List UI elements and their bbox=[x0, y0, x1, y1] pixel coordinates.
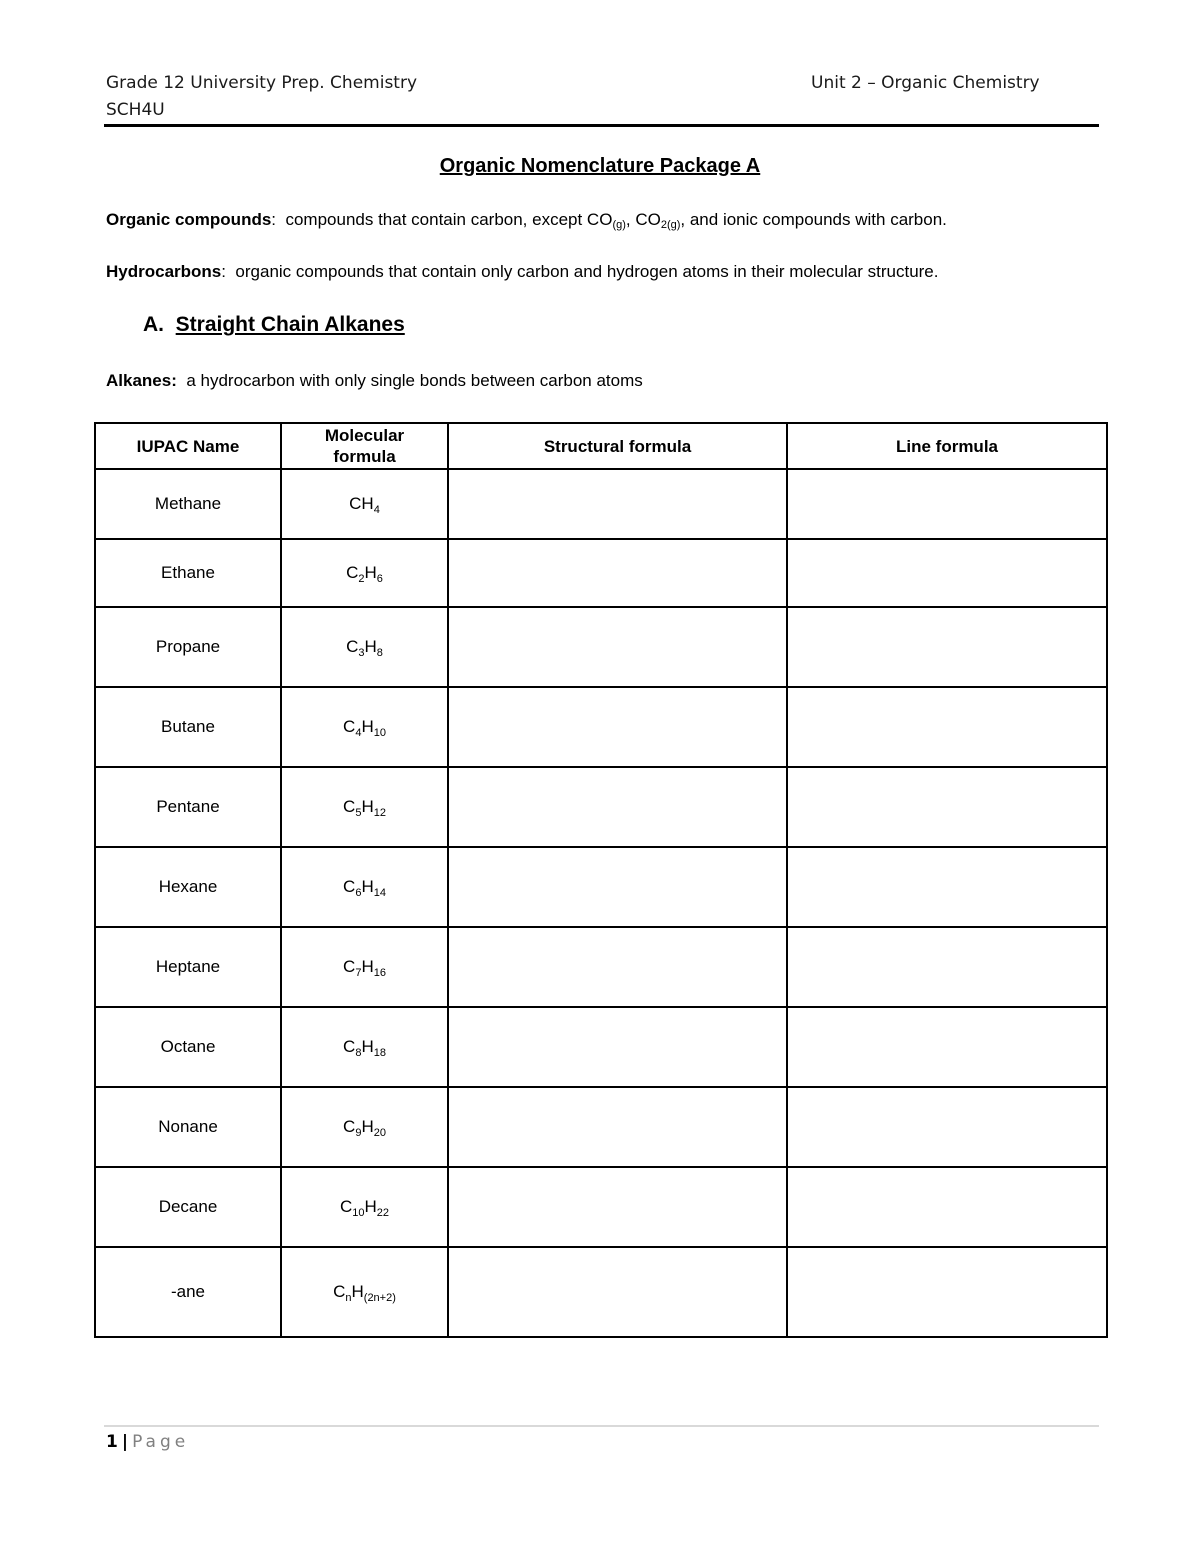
organic-term: Organic compounds bbox=[106, 210, 272, 229]
cell-line-formula[interactable] bbox=[787, 607, 1107, 687]
alkanes-text: a hydrocarbon with only single bonds between carbon atoms bbox=[186, 371, 643, 390]
table-row bbox=[95, 469, 1107, 539]
cell-line-formula[interactable] bbox=[787, 687, 1107, 767]
cell-iupac-name: Octane bbox=[95, 1007, 281, 1087]
definition-hydrocarbons: Hydrocarbons: organic compounds that contain only carbon and hydrogen atoms in their molecular structure. bbox=[106, 262, 939, 281]
hydro-text: organic compounds that contain only carbon and hydrogen atoms in their molecular structure. bbox=[235, 262, 939, 281]
table-header-row bbox=[95, 423, 1107, 469]
cell-molecular-formula: $C_6H_{14}$ bbox=[281, 847, 448, 927]
cell-line-formula[interactable] bbox=[787, 539, 1107, 607]
cell-iupac-name: Methane bbox=[95, 469, 281, 539]
header-line-formula: Line formula bbox=[787, 423, 1107, 469]
cell-structural-formula[interactable] bbox=[448, 539, 787, 607]
cell-molecular-formula: $C_5H_{12}$ bbox=[281, 767, 448, 847]
cell-iupac-name: Pentane bbox=[95, 767, 281, 847]
table-row bbox=[95, 1007, 1107, 1087]
cell-structural-formula[interactable] bbox=[448, 469, 787, 539]
cell-line-formula[interactable] bbox=[787, 469, 1107, 539]
definition-organic: Organic compounds: compounds that contain carbon, except $CO_{(g)}$, $CO_{2(g)}$, and ionic compounds with carbon. bbox=[106, 210, 947, 231]
cell-iupac-name: Decane bbox=[95, 1167, 281, 1247]
table-row bbox=[95, 847, 1107, 927]
organic-text-2: , CO bbox=[625, 210, 661, 229]
section-title: Straight Chain Alkanes bbox=[175, 313, 405, 336]
alkanes-term: Alkanes: bbox=[106, 371, 177, 390]
cell-iupac-name: -ane bbox=[95, 1247, 281, 1337]
cell-line-formula[interactable] bbox=[787, 767, 1107, 847]
header-rule bbox=[104, 124, 1099, 127]
cell-molecular-formula: $C_nH_{(2n+2)}$ bbox=[281, 1247, 448, 1337]
cell-line-formula[interactable] bbox=[787, 1247, 1107, 1337]
header-course: Grade 12 University Prep. Chemistry bbox=[106, 73, 418, 93]
cell-line-formula[interactable] bbox=[787, 1167, 1107, 1247]
cell-structural-formula[interactable] bbox=[448, 767, 787, 847]
cell-line-formula[interactable] bbox=[787, 927, 1107, 1007]
cell-molecular-formula: $CH_4$ bbox=[281, 469, 448, 539]
cell-molecular-formula: $C_8H_{18}$ bbox=[281, 1007, 448, 1087]
page-title: Organic Nomenclature Package A bbox=[439, 155, 761, 177]
organic-text-1: compounds that contain carbon, except CO bbox=[285, 210, 613, 229]
header-course-code: SCH4U bbox=[106, 100, 165, 120]
header-structural-formula: Structural formula bbox=[448, 423, 787, 469]
cell-structural-formula[interactable] bbox=[448, 607, 787, 687]
cell-iupac-name: Hexane bbox=[95, 847, 281, 927]
page-number: 1 bbox=[106, 1432, 118, 1452]
cell-line-formula[interactable] bbox=[787, 1007, 1107, 1087]
cell-molecular-formula: $C_9H_{20}$ bbox=[281, 1087, 448, 1167]
table-row bbox=[95, 539, 1107, 607]
cell-iupac-name: Propane bbox=[95, 607, 281, 687]
cell-structural-formula[interactable] bbox=[448, 927, 787, 1007]
table-row bbox=[95, 927, 1107, 1007]
footer-separator: | bbox=[121, 1432, 129, 1452]
cell-line-formula[interactable] bbox=[787, 847, 1107, 927]
section-heading bbox=[143, 313, 405, 337]
table-row bbox=[95, 1247, 1107, 1337]
cell-structural-formula[interactable] bbox=[448, 847, 787, 927]
cell-structural-formula[interactable] bbox=[448, 1247, 787, 1337]
page-label: Page bbox=[132, 1432, 190, 1452]
cell-iupac-name: Nonane bbox=[95, 1087, 281, 1167]
cell-molecular-formula: $C_4H_{10}$ bbox=[281, 687, 448, 767]
table-row bbox=[95, 1087, 1107, 1167]
cell-molecular-formula: $C_{10}H_{22}$ bbox=[281, 1167, 448, 1247]
definition-alkanes bbox=[106, 371, 643, 391]
table-row bbox=[95, 607, 1107, 687]
page-footer bbox=[106, 1432, 189, 1452]
cell-structural-formula[interactable] bbox=[448, 687, 787, 767]
section-letter: A. bbox=[143, 313, 164, 336]
hydro-term: Hydrocarbons bbox=[106, 262, 222, 281]
organic-text-3: , and ionic compounds with carbon. bbox=[680, 210, 947, 229]
header-molecular-formula: Molecular formula bbox=[281, 423, 448, 469]
table-row bbox=[95, 1167, 1107, 1247]
table-row bbox=[95, 767, 1107, 847]
cell-molecular-formula: $C_2H_6$ bbox=[281, 539, 448, 607]
cell-iupac-name: Ethane bbox=[95, 539, 281, 607]
cell-structural-formula[interactable] bbox=[448, 1167, 787, 1247]
cell-structural-formula[interactable] bbox=[448, 1087, 787, 1167]
organic-sub-1: (g) bbox=[612, 219, 626, 231]
header-unit: Unit 2 – Organic Chemistry bbox=[811, 73, 1040, 93]
footer-rule bbox=[104, 1425, 1099, 1427]
cell-structural-formula[interactable] bbox=[448, 1007, 787, 1087]
header-iupac-name: IUPAC Name bbox=[95, 423, 281, 469]
cell-line-formula[interactable] bbox=[787, 1087, 1107, 1167]
cell-iupac-name: Butane bbox=[95, 687, 281, 767]
organic-sub-2: 2(g) bbox=[660, 219, 681, 231]
alkane-table bbox=[94, 422, 1108, 1338]
cell-molecular-formula: $C_7H_{16}$ bbox=[281, 927, 448, 1007]
cell-iupac-name: Heptane bbox=[95, 927, 281, 1007]
cell-molecular-formula: $C_3H_8$ bbox=[281, 607, 448, 687]
table-row bbox=[95, 687, 1107, 767]
